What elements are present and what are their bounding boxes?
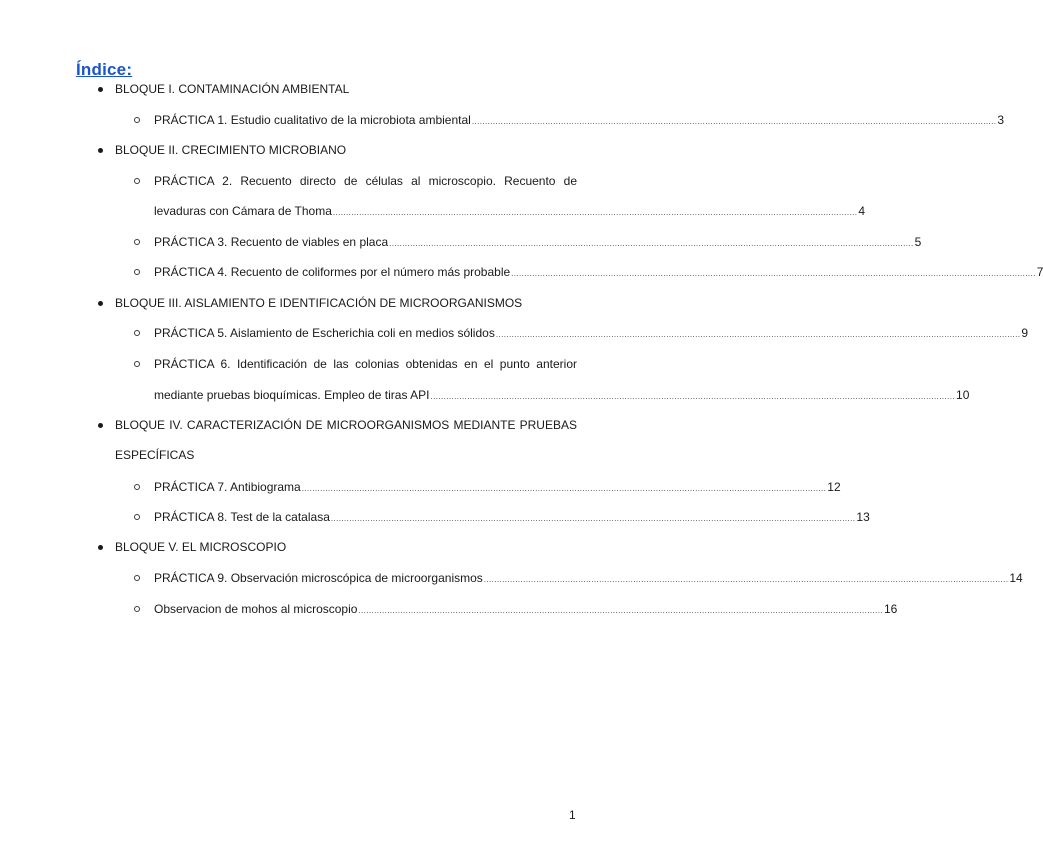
toc-entry-practica-2-line1: PRÁCTICA 2. Recuento directo de células al microscopio. Recuento de xyxy=(154,174,577,188)
dot-leader: ........................................................................................................................................................................................................ xyxy=(330,514,856,523)
page-number: 1 xyxy=(569,808,576,822)
block-4-heading: BLOQUE IV. CARACTERIZACIÓN DE MICROORGANISMOS MEDIANTE PRUEBAS xyxy=(115,418,577,432)
bullet-icon xyxy=(98,148,103,153)
dot-leader: ........................................................................................................................................................................................................ xyxy=(495,330,1021,339)
toc-entry-text: levaduras con Cámara de Thoma xyxy=(154,204,332,218)
circle-bullet-icon xyxy=(134,606,140,612)
dot-leader: ........................................................................................................................................................................................................ xyxy=(358,606,883,615)
toc-entry-text: PRÁCTICA 8. Test de la catalasa xyxy=(154,510,330,524)
block-5-heading: BLOQUE V. EL MICROSCOPIO xyxy=(115,540,287,554)
toc-entry-text: PRÁCTICA 9. Observación microscópica de microorganismos xyxy=(154,571,483,585)
toc-entry-practica-9[interactable] xyxy=(154,571,1023,587)
circle-bullet-icon xyxy=(134,361,140,367)
circle-bullet-icon xyxy=(134,514,140,520)
toc-entry-text: PRÁCTICA 4. Recuento de coliformes por el número más probable xyxy=(154,265,511,279)
toc-entry-page: 12 xyxy=(827,480,841,494)
dot-leader: ........................................................................................................................................................................................................ xyxy=(511,269,1036,278)
block-4-heading-cont: ESPECÍFICAS xyxy=(115,448,195,462)
toc-entry-practica-2[interactable] xyxy=(154,204,866,220)
toc-entry-page: 3 xyxy=(997,113,1005,127)
toc-entry-practica-3[interactable] xyxy=(154,235,922,251)
bullet-icon xyxy=(98,423,103,428)
toc-entry-page: 7 xyxy=(1036,265,1043,279)
dot-leader: ........................................................................................................................................................................................................ xyxy=(389,239,914,248)
toc-entry-page: 16 xyxy=(883,602,898,616)
dot-leader: ........................................................................................................................................................................................................ xyxy=(430,392,956,401)
toc-entry-practica-4[interactable] xyxy=(154,265,1043,281)
toc-entry-mohos[interactable] xyxy=(154,602,898,618)
circle-bullet-icon xyxy=(134,178,140,184)
toc-entry-text: PRÁCTICA 5. Aislamiento de Escherichia coli en medios sólidos xyxy=(154,326,495,340)
circle-bullet-icon xyxy=(134,330,140,336)
toc-entry-text: PRÁCTICA 3. Recuento de viables en placa xyxy=(154,235,389,249)
bullet-icon xyxy=(98,301,103,306)
toc-entry-page: 9 xyxy=(1021,326,1029,340)
toc-entry-practica-6[interactable] xyxy=(154,388,970,404)
dot-leader: ........................................................................................................................................................................................................ xyxy=(332,208,858,217)
toc-entry-practica-5[interactable] xyxy=(154,326,1029,342)
circle-bullet-icon xyxy=(134,239,140,245)
block-3-heading: BLOQUE III. AISLAMIENTO E IDENTIFICACIÓN DE MICROORGANISMOS xyxy=(115,296,523,310)
toc-entry-page: 10 xyxy=(956,388,970,402)
toc-entry-text: PRÁCTICA 7. Antibiograma xyxy=(154,480,301,494)
toc-entry-text: Observacion de mohos al microscopio xyxy=(154,602,358,616)
dot-leader: ........................................................................................................................................................................................................ xyxy=(471,117,997,126)
toc-entry-text: PRÁCTICA 1. Estudio cualitativo de la microbiota ambiental xyxy=(154,113,471,127)
page-title: Índice: xyxy=(76,60,133,79)
toc-entry-practica-6-line1: PRÁCTICA 6. Identificación de las colonias obtenidas en el punto anterior xyxy=(154,357,577,371)
dot-leader: ........................................................................................................................................................................................................ xyxy=(483,575,1009,584)
toc-entry-text: mediante pruebas bioquímicas. Empleo de tiras API xyxy=(154,388,430,402)
block-1-heading: BLOQUE I. CONTAMINACIÓN AMBIENTAL xyxy=(115,82,350,96)
circle-bullet-icon xyxy=(134,117,140,123)
bullet-icon xyxy=(98,87,103,92)
toc-entry-page: 5 xyxy=(914,235,922,249)
toc-entry-page: 14 xyxy=(1009,571,1023,585)
toc-entry-practica-7[interactable] xyxy=(154,480,841,496)
toc-entry-page: 4 xyxy=(858,204,866,218)
dot-leader: ........................................................................................................................................................................................................ xyxy=(301,484,827,493)
toc-entry-page: 13 xyxy=(856,510,870,524)
circle-bullet-icon xyxy=(134,484,140,490)
circle-bullet-icon xyxy=(134,575,140,581)
block-2-heading: BLOQUE II. CRECIMIENTO MICROBIANO xyxy=(115,143,347,157)
circle-bullet-icon xyxy=(134,269,140,275)
toc-entry-practica-8[interactable] xyxy=(154,510,870,526)
toc-entry-practica-1[interactable] xyxy=(154,113,1005,129)
bullet-icon xyxy=(98,545,103,550)
